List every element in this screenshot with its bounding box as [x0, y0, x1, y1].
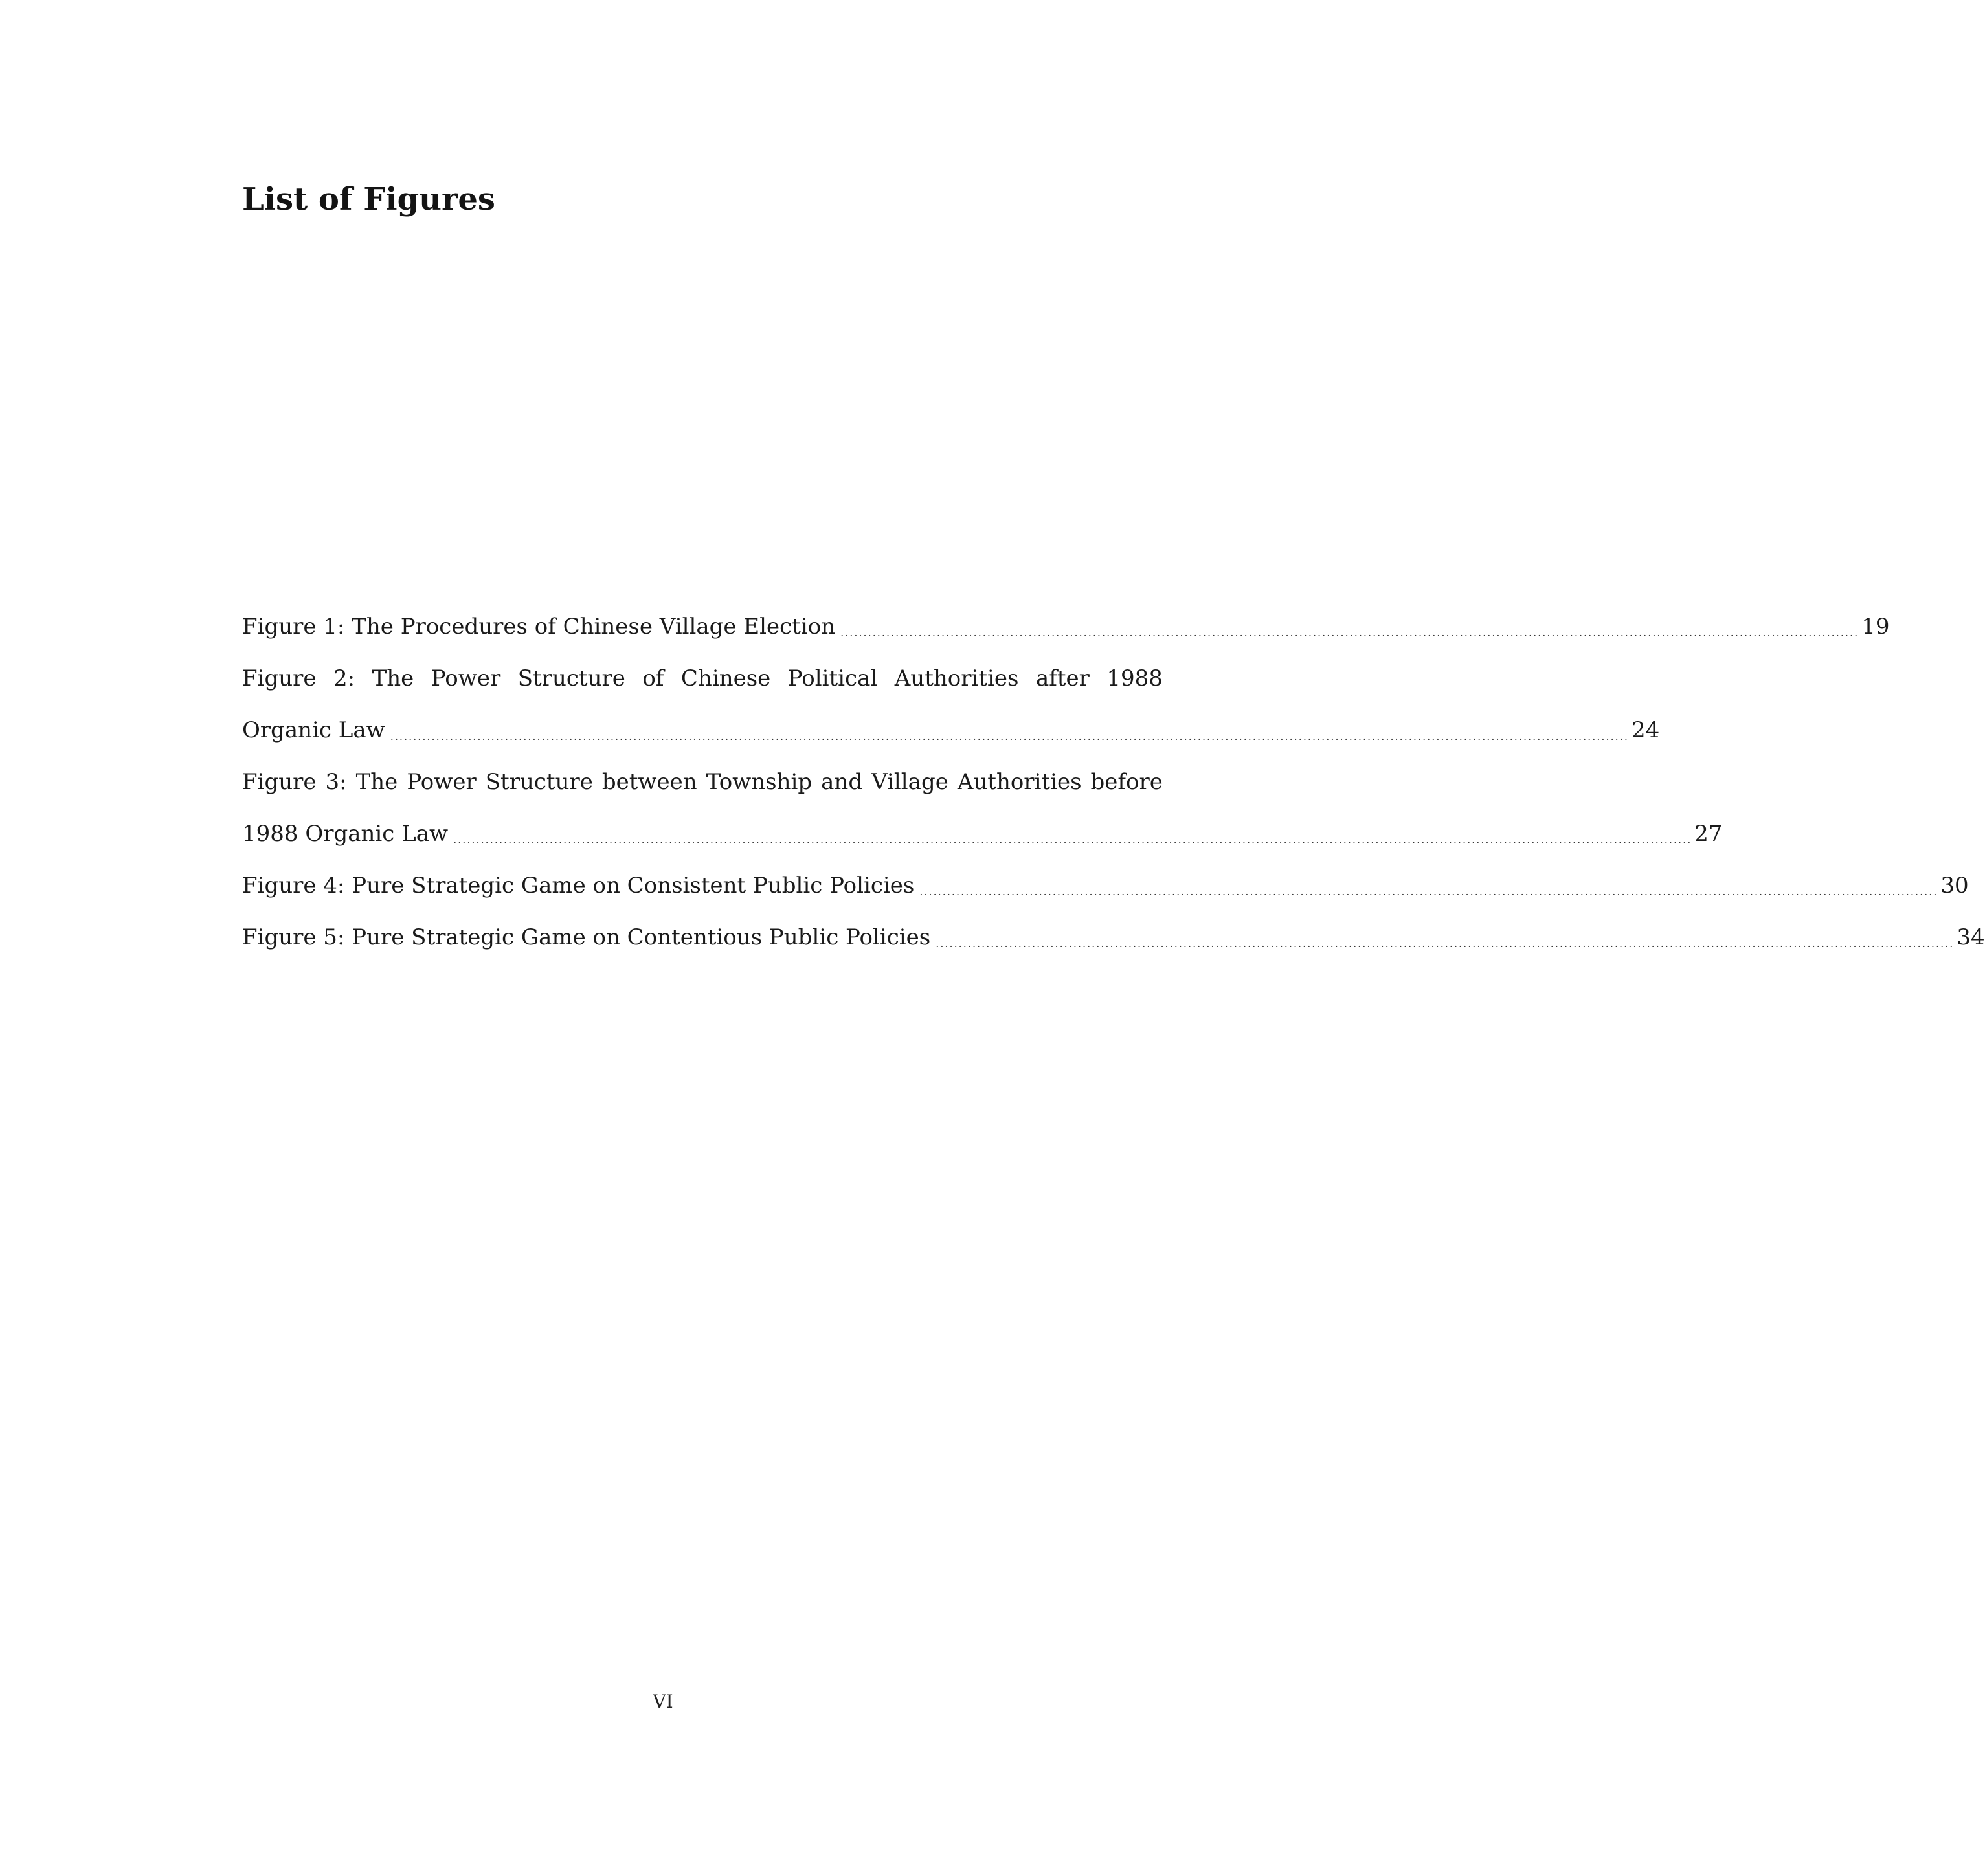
toc-entry-page: 27	[1694, 821, 1723, 847]
page-number-footer: VI	[653, 1691, 673, 1712]
toc-word: 1988	[1106, 665, 1163, 691]
toc-entry-figure-2-line-2[interactable]	[242, 704, 1660, 756]
toc-word: Authorities	[894, 665, 1019, 691]
list-of-figures	[242, 601, 1985, 963]
toc-entry-figure-3-line-1[interactable]	[242, 756, 1163, 808]
toc-word: Power	[431, 665, 501, 691]
toc-word: Political	[787, 665, 878, 691]
toc-word: between	[601, 769, 697, 795]
toc-word: The	[372, 665, 414, 691]
page-title: List of Figures	[242, 181, 495, 218]
toc-word: Chinese	[680, 665, 771, 691]
toc-entry-figure-3-line-2[interactable]	[242, 808, 1723, 860]
toc-word: 2:	[333, 665, 355, 691]
toc-word: Village	[871, 769, 948, 795]
toc-entry-page: 34	[1957, 924, 1985, 950]
toc-word: after	[1035, 665, 1090, 691]
toc-word: The	[355, 769, 398, 795]
toc-entry-title: Figure 5: Pure Strategic Game on Contentious Public Policies	[242, 924, 931, 950]
toc-entry-figure-1[interactable]	[242, 601, 1890, 653]
toc-word: Power	[407, 769, 477, 795]
dot-leader: ..............................................................................................................................................................................................................................	[919, 886, 1938, 898]
toc-word: of	[642, 665, 664, 691]
toc-word: before	[1090, 769, 1163, 795]
toc-word: Structure	[485, 769, 593, 795]
toc-word: Authorities	[957, 769, 1082, 795]
toc-entry-title: 1988 Organic Law	[242, 821, 449, 847]
toc-word: Structure	[517, 665, 625, 691]
toc-entry-title: Figure 4: Pure Strategic Game on Consistent Public Policies	[242, 873, 915, 899]
toc-entry-figure-4[interactable]	[242, 860, 1969, 911]
toc-word: 3:	[325, 769, 347, 795]
dot-leader: ..............................................................................................................................................................................................................................	[936, 937, 1955, 950]
dot-leader: ..............................................................................................................................................................................................................................	[840, 627, 1859, 639]
dot-leader: ..............................................................................................................................................................................................................................................................................	[453, 834, 1692, 846]
toc-entry-page: 30	[1940, 873, 1969, 899]
dot-leader: ..............................................................................................................................................................................................................................................................................	[390, 730, 1629, 743]
toc-entry-title: Figure 1: The Procedures of Chinese Village Election	[242, 614, 836, 640]
toc-word: Figure	[242, 665, 317, 691]
toc-entry-page: 19	[1861, 614, 1890, 640]
toc-entry-page: 24	[1631, 717, 1660, 743]
toc-word: and	[821, 769, 863, 795]
toc-word: Township	[706, 769, 813, 795]
toc-word: Figure	[242, 769, 317, 795]
toc-entry-title: Organic Law	[242, 717, 385, 743]
toc-entry-figure-2-line-1[interactable]	[242, 653, 1163, 704]
toc-entry-figure-5[interactable]	[242, 911, 1985, 963]
